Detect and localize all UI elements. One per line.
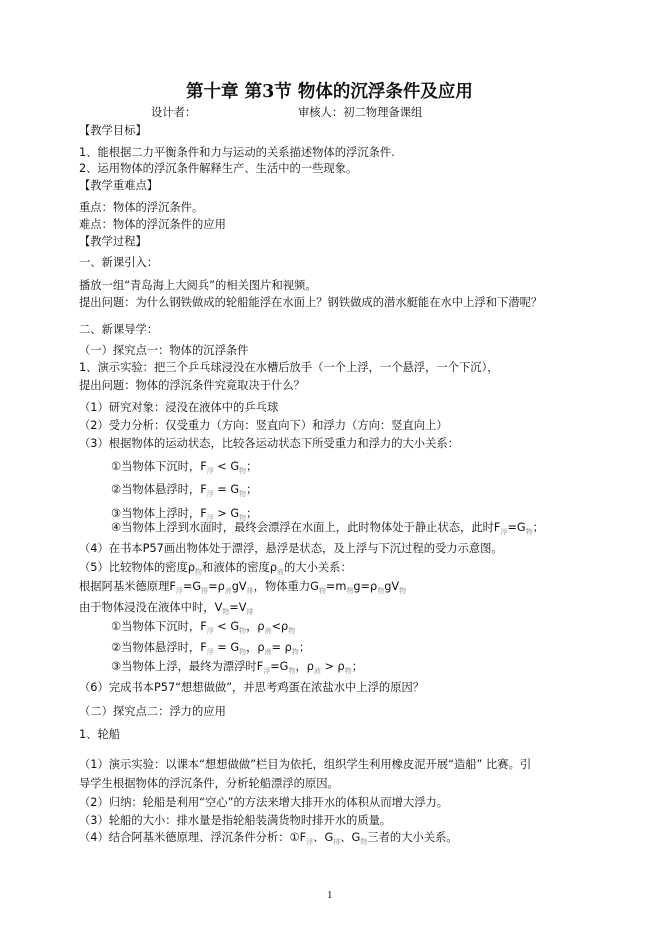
condition-rise: ③当物体上浮时，$F_浮 > G_物$； — [111, 507, 258, 522]
density-rise: ③当物体上浮，最终为漂浮时$F_浮=G_物$，$\rho_液 > \rho_物$； — [111, 660, 364, 675]
archimedes-formula: 根据阿基米德原理$F_浮=G_排=\rho_液gV_排$，物体重力$G_物=m_物g=\rho_物gV_物$ — [79, 580, 407, 595]
key-heading: 【教学重难点】 — [79, 179, 159, 192]
designer-label: 设计者： — [151, 106, 197, 119]
density-sink: ①当物体下沉时，$F_浮 < G_物$，$\rho_液<\rho_物$ — [111, 620, 296, 635]
probe1-demo: 1、演示实验：把三个乒乓球浸没在水槽后放手（一个上浮，一个悬浮，一个下沉）， — [79, 361, 499, 374]
condition-sink: ①当物体下沉时，$F_浮 < G_物$； — [111, 460, 258, 475]
density-suspend: ②当物体悬浮时，$F_浮 = G_物$，$\rho_液= \rho_物$； — [111, 641, 311, 656]
ship-p4: （4）结合阿基米德原理、浮沉条件分析：$①F_浮$、$G_排$、$G_物$三者的大小关系。 — [79, 831, 458, 846]
step-3: （3）根据物体的运动状态，比较各运动状态下所受重力和浮力的大小关系： — [79, 437, 459, 450]
probe1-question: 提出问题：物体的浮沉条件究竟取决于什么？ — [79, 379, 305, 392]
step-4: （4）在书本P57画出物体处于漂浮，悬浮是状态，及上浮与下沉过程的受力示意图。 — [79, 542, 503, 555]
part1-line-2: 提出问题：为什么钢铁做成的轮船能浮在水面上？钢铁做成的潜水艇能在水中上浮和下潜呢？ — [79, 296, 543, 309]
probe1-heading: （一）探究点一：物体的沉浮条件 — [79, 344, 249, 357]
step-1: （1）研究对象：浸没在液体中的乒乓球 — [79, 401, 279, 414]
page-title: 第十章 第3节 物体的沉浮条件及应用 — [186, 82, 473, 102]
reviewer-label: 审核人：初二物理备课组 — [298, 106, 423, 119]
ship-p3: （3）轮船的大小：排水量是指轮船装满货物时排开水的质量。 — [79, 814, 392, 827]
ship-p2: （2）归纳：轮船是利用“空心”的方法来增大排开水的体积从而增大浮力。 — [79, 796, 449, 809]
probe2-heading: （二）探究点二：浮力的应用 — [79, 705, 226, 718]
ship-heading: 1、轮船 — [79, 728, 121, 741]
key-point: 重点：物体的浮沉条件。 — [79, 201, 204, 214]
part1-heading: 一、新课引入： — [79, 256, 159, 269]
condition-float: ④当物体上浮到水面时，最终会漂浮在水面上，此时物体处于静止状态，此时$F_浮=G_物$； — [111, 521, 544, 536]
ship-p1-line-2: 导学生根据物体的浮沉条件，分析轮船漂浮的原因。 — [79, 777, 339, 790]
goals-heading: 【教学目标】 — [79, 124, 147, 137]
step-6: （6）完成书本P57“想想做做”，并思考鸡蛋在浓盐水中上浮的原因？ — [79, 681, 425, 694]
condition-suspend: ②当物体悬浮时，$F_浮 = G_物$； — [111, 483, 258, 498]
goal-2: 2、运用物体的浮沉条件解释生产、生活中的一些现象。 — [79, 162, 358, 175]
difficulty: 难点：物体的浮沉条件的应用 — [79, 218, 226, 231]
step-5: （5）比较物体的密度$\rho_物$和液体的密度$\rho_液$的大小关系： — [79, 561, 352, 576]
goal-1: 1、能根据二力平衡条件和力与运动的关系描述物体的浮沉条件. — [79, 146, 395, 159]
ship-p1-line-1: （1）演示实验：以课本“想想做做”栏目为依托，组织学生利用橡皮泥开展“造船” 比赛。引 — [79, 758, 532, 771]
immersed-volume: 由于物体浸没在液体中时，$V_物=V_排$ — [79, 601, 254, 616]
process-heading: 【教学过程】 — [79, 235, 147, 248]
step-2: （2）受力分析：仅受重力（方向：竖直向下）和浮力（方向：竖直向上） — [79, 419, 448, 432]
part1-line-1: 播放一组“青岛海上大阅兵”的相关图片和视频。 — [79, 279, 317, 292]
page-number: 1 — [327, 889, 333, 901]
part2-heading: 二、新课导学： — [79, 323, 159, 336]
